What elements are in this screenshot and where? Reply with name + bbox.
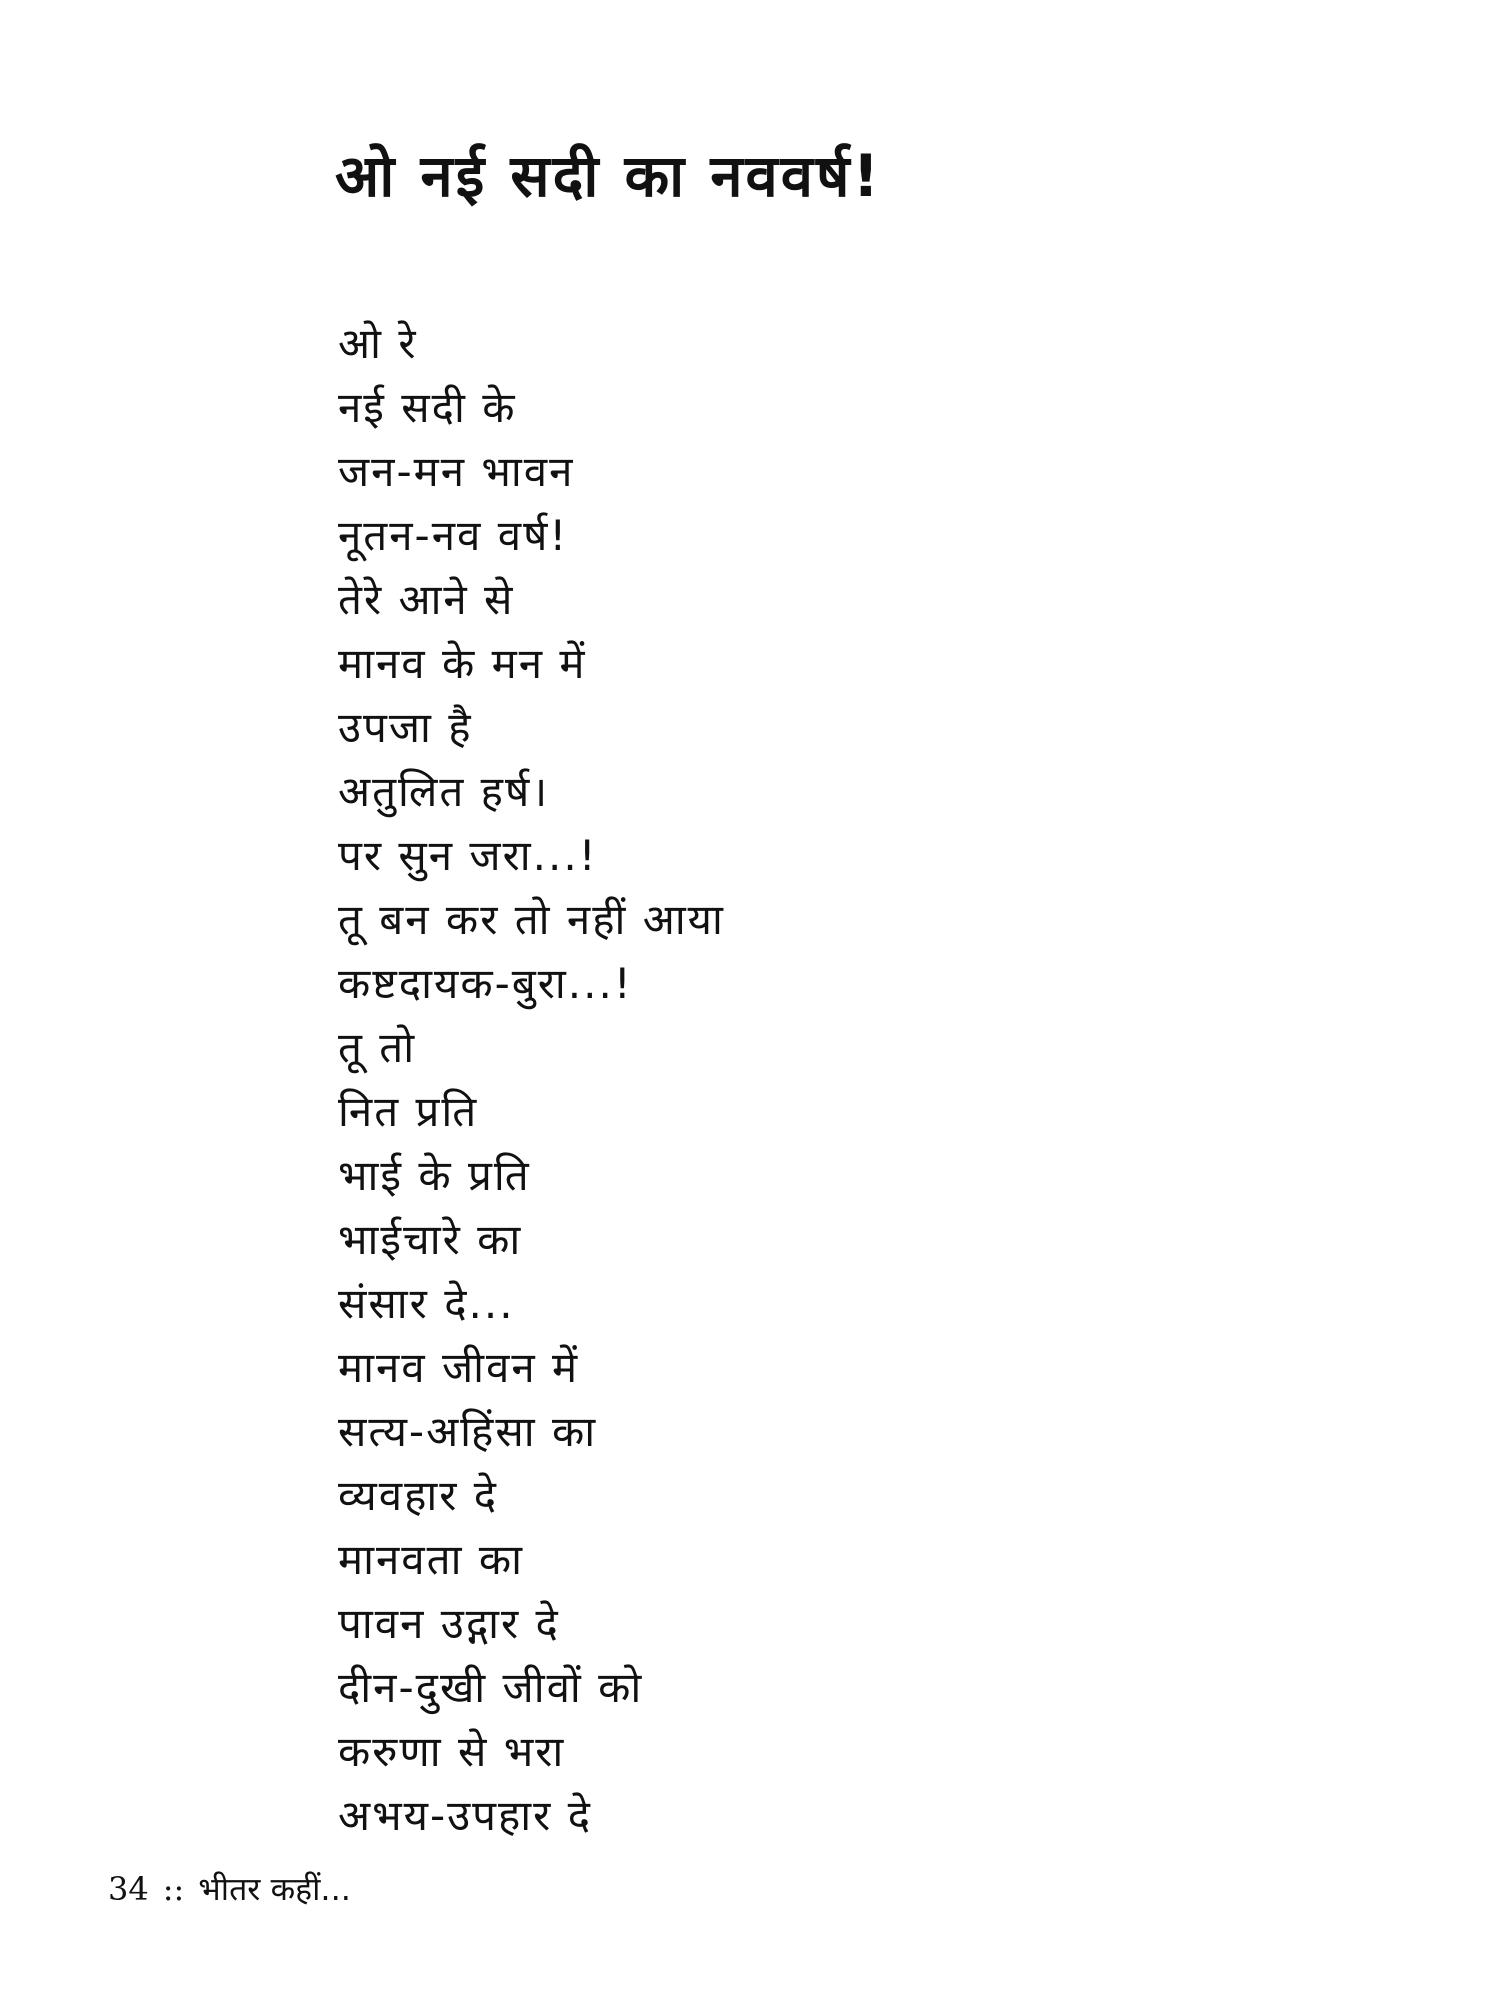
poem-line: उपजा है (338, 703, 473, 752)
poem-line: संसार दे... (338, 1279, 515, 1328)
poem-line: तू बन कर तो नहीं आया (338, 895, 725, 944)
poem-line: करुणा से भरा (338, 1727, 566, 1776)
poem-line: मानवता का (338, 1535, 524, 1584)
poem-line: जन-मन भावन (338, 447, 575, 496)
poem-body (338, 312, 725, 1848)
poem-title: ओ नई सदी का नववर्ष! (335, 142, 883, 210)
poem-line: अभय-उपहार दे (338, 1791, 593, 1840)
poem-line: तेरे आने से (338, 575, 515, 624)
poem-line: दीन-दुखी जीवों को (338, 1663, 644, 1712)
poem-line: मानव जीवन में (338, 1343, 580, 1392)
page-number: 34 (108, 1870, 149, 1908)
footer-separator: :: (162, 1870, 185, 1908)
poem-line: नूतन-नव वर्ष! (338, 511, 569, 560)
poem-line: पावन उद्गार दे (338, 1599, 560, 1648)
poem-line: नित प्रति (338, 1087, 479, 1136)
poem-line: भाई के प्रति (338, 1151, 531, 1200)
poem-line: कष्टदायक-बुरा...! (338, 959, 633, 1008)
poem-line: अतुलित हर्ष। (338, 767, 550, 816)
poem-line: सत्य-अहिंसा का (338, 1407, 598, 1456)
poem-line: पर सुन जरा...! (338, 831, 598, 880)
poem-line: भाईचारे का (338, 1215, 523, 1264)
poem-line: मानव के मन में (338, 639, 587, 688)
page-footer (108, 1870, 351, 1908)
poem-line: तू तो (338, 1023, 417, 1072)
poem-line: ओ रे (338, 319, 418, 368)
poem-line: व्यवहार दे (338, 1471, 499, 1520)
book-title: भीतर कहीं... (198, 1870, 351, 1908)
poem-line: नई सदी के (338, 383, 517, 432)
